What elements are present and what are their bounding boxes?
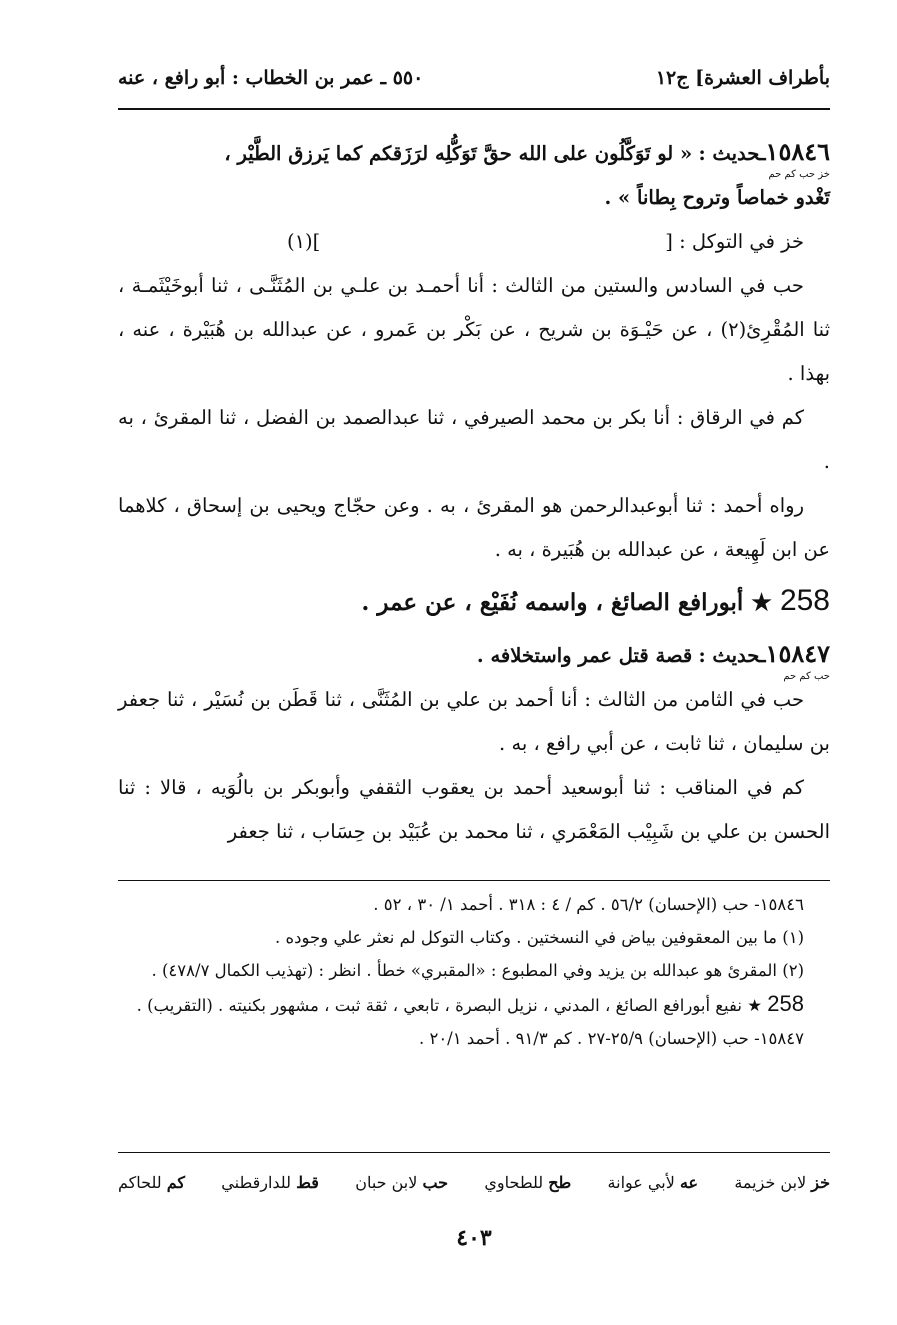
hadith-text: « لو تَوَكَّلُون على الله حقَّ تَوَكُّلِه لرَزَقكم كما يَرزق الطَّيْر ،	[224, 142, 693, 165]
legend-divider	[118, 1152, 830, 1153]
legend-item: قط للدارقطني	[221, 1172, 319, 1192]
ibn-hibban-chain: حب في السادس والستين من الثالث : أنا أحمـد بن علـي بن المُثَنَّـى ، ثنا أبوخَيْثَمـة ، ثنا المُقْرِئ(٢) ، عن حَيْـوَة بن شريح ، عن بَكْر بن عَمرو ، عن عبدالله بن هُبَيْرة ، عنه ، بهذا .	[118, 274, 830, 385]
footnote-divider	[118, 880, 830, 881]
hadith-label: ـحديث :	[698, 142, 766, 165]
footnote: ١٥٨٤٧- حب (الإحسان) ٢٥/٩-٢٧ . كم ٩١/٣ . أحمد ٢٠/١ .	[418, 1029, 804, 1048]
khuzayma-line	[118, 220, 830, 264]
source-sigla: حب كم حم	[783, 671, 830, 682]
footnotes	[118, 888, 830, 1055]
page-number: ٤٠٣	[456, 1225, 492, 1251]
blank-gap	[320, 220, 665, 264]
hadith-number: ١٥٨٤٦	[765, 137, 830, 166]
narrator-text: أبورافع الصائغ ، واسمه نُفَيْع ، عن عمر .	[361, 589, 744, 616]
footnote-text: نفيع أبورافع الصائغ ، المدني ، نزيل البصرة ، تابعي ، ثقة ثبت ، مشهور بكنيته . (التقريب) .	[136, 996, 742, 1015]
book-page	[118, 0, 830, 1325]
ahmad-chain: رواه أحمد : ثنا أبوعبدالرحمن هو المقرئ ، به . وعن حجّاج ويحيى بن إسحاق ، كلاهما عن ابن لَهِيعة ، عن عبدالله بن هُبَيرة ، به .	[118, 494, 830, 561]
hadith-text: قصة قتل عمر واستخلافه .	[476, 644, 693, 667]
legend-item: كم للحاكم	[118, 1172, 185, 1192]
header-chapter: ٥٥٠ ـ عمر بن الخطاب : أبو رافع ، عنه	[118, 67, 424, 89]
hadith-entry-15846	[118, 130, 830, 220]
legend-item: طح للطحاوي	[484, 1172, 572, 1192]
hakim-chain: كم في الرقاق : أنا بكر بن محمد الصيرفي ، ثنا عبدالصمد بن الفضل ، ثنا المقرئ ، به .	[118, 406, 830, 473]
narrator-heading	[118, 576, 830, 628]
source-sigla: خز حب كم حم	[768, 169, 830, 180]
footnote: (٢) المقرئ هو عبدالله بن يزيد وفي المطبوع : «المقبري» خطأ . انظر : (تهذيب الكمال ٤٧٨/٧) .	[151, 961, 804, 980]
header-volume: بأطراف العشرة] ج١٢	[655, 67, 830, 89]
legend-item: عه لأبي عوانة	[607, 1172, 699, 1192]
ibn-hibban-chain: حب في الثامن من الثالث : أنا أحمد بن علي بن المُثَنَّى ، ثنا قَطَن بن نُسَيْر ، ثنا جعفر بن سليمان ، ثنا ثابت ، عن أبي رافع ، به .	[118, 688, 830, 755]
footnote-narrator	[118, 987, 830, 1022]
hadith-number: ١٥٨٤٧	[765, 639, 830, 668]
hadith-label: ـحديث :	[698, 644, 766, 667]
khuzayma-label: خز في التوكل : [	[665, 230, 804, 253]
legend-item: حب لابن حبان	[355, 1172, 449, 1192]
running-header	[118, 58, 830, 98]
star-icon: ★	[751, 589, 772, 616]
header-divider	[118, 108, 830, 110]
star-icon: ★	[747, 996, 763, 1015]
footnote: ١٥٨٤٦- حب (الإحسان) ٥٦/٢ . كم / ٤ : ٣١٨ . أحمد ١/ ٣٠ ، ٥٢ .	[373, 895, 804, 914]
narrator-number: 258	[779, 584, 830, 617]
hakim-chain: كم في المناقب : ثنا أبوسعيد أحمد بن يعقوب الثقفي وأبوبكر بن بالُوَيه ، قالا : ثنا الحسن بن علي بن شَبِيْب المَعْمَري ، ثنا محمد بن عُبَيْد بن حِسَاب ، ثنا جعفر	[118, 776, 830, 843]
hadith-text-continued: تَغْدو خماصاً وتروح بِطاناً » .	[604, 186, 830, 209]
narrator-number: 258	[767, 991, 804, 1016]
footnote: (١) ما بين المعقوفين بياض في النسختين . وكتاب التوكل لم نعثر علي وجوده .	[275, 928, 804, 947]
main-text	[118, 130, 830, 854]
abbreviation-legend	[118, 1162, 830, 1202]
hadith-entry-15847	[118, 632, 830, 682]
legend-item: خز لابن خزيمة	[734, 1172, 830, 1192]
khuzayma-close: ](١)	[286, 230, 321, 253]
